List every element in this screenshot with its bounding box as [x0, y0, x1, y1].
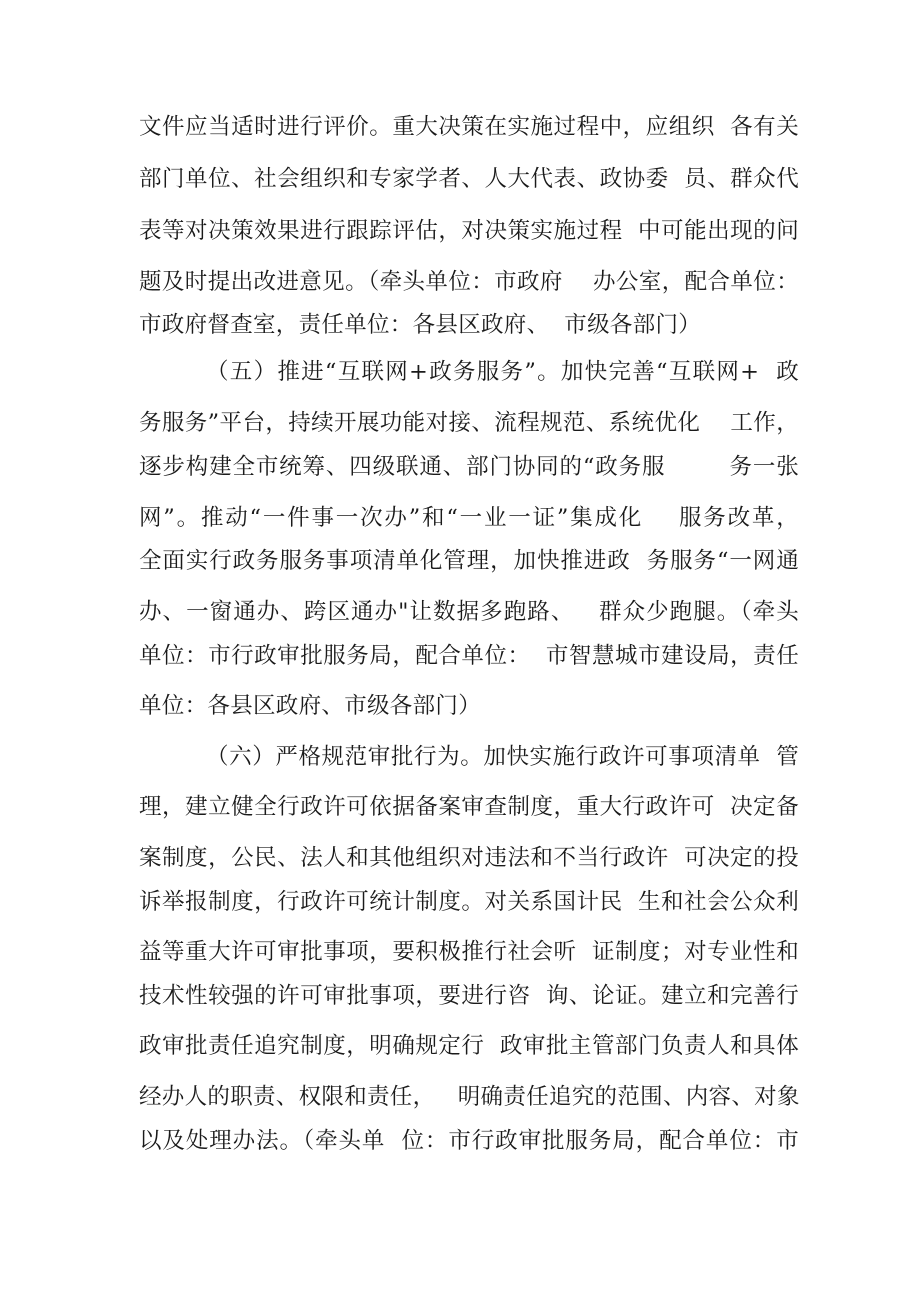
paragraph-line: 务服务”平台，持续开展功能对接、流程规范、系统优化 工作，	[139, 410, 799, 436]
paragraph-line: （六）严格规范审批行为。加快实施行政许可事项清单 管	[206, 744, 799, 770]
paragraph-line: 政审批责任追究制度，明确规定行 政审批主管部门负责人和具体	[139, 1033, 799, 1059]
paragraph-line: 单位：各县区政府、市级各部门）	[139, 693, 482, 719]
paragraph-line: 网”。推动“一件事一次办”和“一业一证”集成化 服务改革，	[139, 505, 799, 531]
paragraph-line: 部门单位、社会组织和专家学者、人大代表、政协委 员、群众代	[139, 166, 799, 192]
paragraph-line: 文件应当适时进行评价。重大决策在实施过程中，应组织 各有关	[139, 114, 799, 140]
paragraph-line: （五）推进“互联网+政务服务”。加快完善“互联网+ 政	[206, 359, 799, 385]
paragraph-line: 以及处理办法。（牵头单 位：市行政审批服务局，配合单位：市	[139, 1128, 799, 1154]
paragraph-line: 逐步构建全市统筹、四级联通、部门协同的“政务服 务一张	[139, 454, 799, 480]
paragraph-line: 技术性较强的许可审批事项，要进行咨 询、论证。建立和完善行	[139, 983, 799, 1009]
paragraph-line: 理，建立健全行政许可依据备案审查制度，重大行政许可 决定备	[139, 794, 799, 820]
paragraph-line: 经办人的职责、权限和责任， 明确责任追究的范围、内容、对象	[139, 1084, 800, 1110]
paragraph-line: 单位：市行政审批服务局，配合单位： 市智慧城市建设局，责任	[139, 643, 799, 669]
paragraph-line: 办、一窗通办、跨区通办"让数据多跑路、 群众少跑腿。（牵头	[139, 599, 799, 625]
paragraph-line: 全面实行政务服务事项清单化管理，加快推进政 务服务“一网通	[139, 548, 799, 574]
paragraph-line: 市政府督查室，责任单位：各县区政府、 市级各部门）	[139, 312, 702, 338]
paragraph-line: 诉举报制度，行政许可统计制度。对关系国计民 生和社会公众利	[139, 889, 799, 915]
paragraph-line: 题及时提出改进意见。（牵头单位：市政府 办公室，配合单位：	[139, 269, 799, 295]
paragraph-line: 表等对决策效果进行跟踪评估，对决策实施过程 中可能出现的问	[139, 218, 799, 244]
paragraph-line: 案制度，公民、法人和其他组织对违法和不当行政许 可决定的投	[139, 845, 799, 871]
paragraph-line: 益等重大许可审批事项，要积极推行社会听 证制度；对专业性和	[139, 939, 799, 965]
